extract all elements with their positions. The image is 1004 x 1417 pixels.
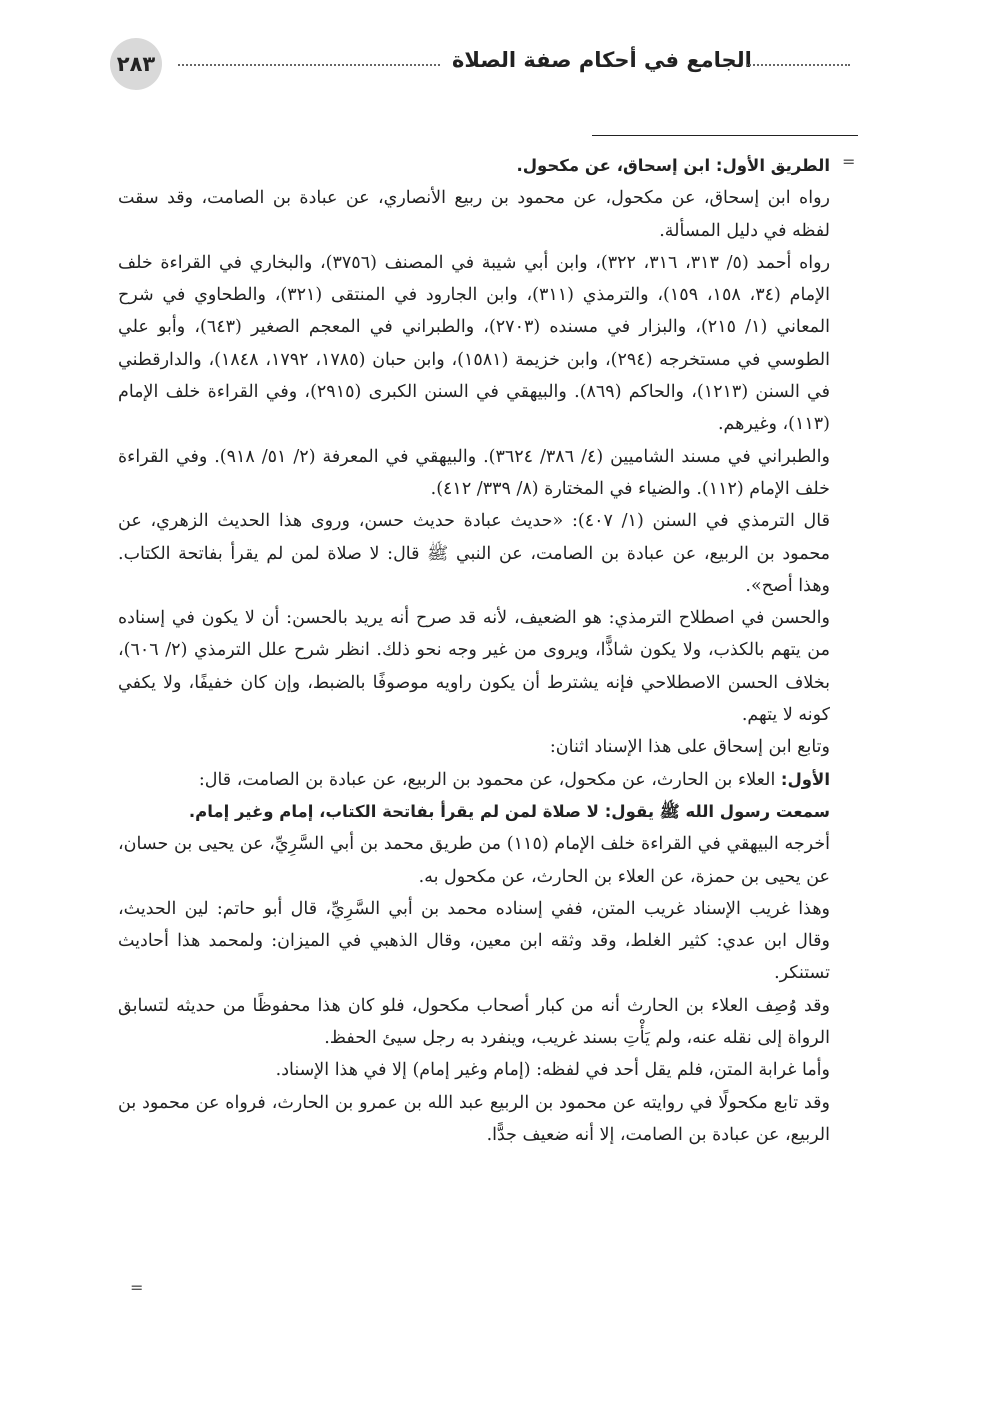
paragraph: والحسن في اصطلاح الترمذي: هو الضعيف، لأنه قد صرح أنه يريد بالحسن: أن لا يكون في إسناده من يتهم بالكذب، ولا يكون شاذًّا، ويروى من غير وجه نحو ذلك. انظر شرح علل الترمذي (٢/ ٦٠٦)، بخلاف الحسن الاصطلاحي فإنه يشترط أن يكون راويه موصوفًا بالضبط، وإن كان خفيفًا، ولا يكفي كونه لا يتهم. xyxy=(118,608,830,726)
page-number: ٢٨٣ xyxy=(116,52,156,76)
hadith-quote xyxy=(118,796,830,828)
page-number-badge xyxy=(110,38,162,90)
paragraph: وهذا غريب الإسناد غريب المتن، ففي إسناده محمد بن أبي السَّرِيِّ، قال أبو حاتم: لين الحديث، وقال ابن عدي: كثير الغلط، وقد وثقه ابن معين، وقال الذهبي في الميزان: ولمحمد هذا أحاديث تستنكر. xyxy=(118,898,830,984)
paragraph: أخرجه البيهقي في القراءة خلف الإمام (١١٥) من طريق محمد بن أبي السَّرِيِّ، عن يحيى بن حسان، عن يحيى بن حمزة، عن العلاء بن الحارث، عن مكحول به. xyxy=(118,834,830,887)
paragraph: وقد وُصِف العلاء بن الحارث أنه من كبار أصحاب مكحول، فلو كان هذا محفوظًا من حديثه لتسابق الرواة إلى نقله عنه، ولم يَأْتِ بسند غريب، وينفرد به رجل سيئ الحفظ. xyxy=(118,995,830,1049)
paragraph-first-chain xyxy=(118,764,830,796)
paragraph: والطبراني في مسند الشاميين (٤/ ٣٨٦/ ٣٦٢٤). والبيهقي في المعرفة (٢/ ٥١/ ٩١٨). وفي القراءة خلف الإمام (١١٢). والضياء في المختارة (٨/ ٣٣٩/ ٤١٢). xyxy=(118,446,830,499)
paragraph: وتابع ابن إسحاق على هذا الإسناد اثنان: xyxy=(549,737,830,758)
paragraph: قال الترمذي في السنن (١/ ٤٠٧): «حديث عبادة حديث حسن، وروى هذا الحديث الزهري، عن محمود بن الربيع، عن عبادة بن الصامت، عن النبي ﷺ قال: لا صلاة لمن لم يقرأ بفاتحة الكتاب. وهذا أصح». xyxy=(118,511,830,596)
section-heading: الطريق الأول: ابن إسحاق، عن مكحول. xyxy=(516,156,830,175)
paragraph: وقد تابع مكحولًا في روايته عن محمود بن الربيع عبد الله بن عمرو بن الحارث، فرواه عن محمود بن الربيع، عن عبادة بن الصامت، إلا أنه ضعيف جدًّا. xyxy=(118,1092,830,1145)
header-dotted-leader-left xyxy=(178,64,440,66)
footnote-body xyxy=(118,150,830,1151)
page-header xyxy=(100,38,860,98)
header-dotted-leader-right xyxy=(746,64,850,66)
paragraph: وأما غرابة المتن، فلم يقل أحد في لفظه: (إمام وغير إمام) إلا في هذا الإسناد. xyxy=(275,1060,830,1081)
paragraph: رواه ابن إسحاق، عن مكحول، عن محمود بن ربيع الأنصاري، عن عبادة بن الصامت، وقد سقت لفظه في دليل المسألة. xyxy=(118,188,830,241)
first-label: الأول: xyxy=(780,769,830,789)
continuation-marker-top: = xyxy=(842,152,856,171)
footnote-separator-rule xyxy=(592,135,858,136)
hadith-quote-text: سمعت رسول الله ﷺ يقول: لا صلاة لمن لم يقرأ بفاتحة الكتاب، إمام وغير إمام. xyxy=(188,801,830,821)
continuation-marker-bottom: = xyxy=(130,1278,144,1297)
paragraph: رواه أحمد (٥/ ٣١٣، ٣١٦، ٣٢٢)، وابن أبي شيبة في المصنف (٣٧٥٦)، والبخاري في القراءة خلف الإمام (٣٤، ١٥٨، ١٥٩)، والترمذي (٣١١)، وابن الجارود في المنتقى (٣٢١)، والطحاوي في شرح المعاني (١/ ٢١٥)، والبزار في مسنده (٢٧٠٣)، والطبراني في المعجم الصغير (٦٤٣)، وأبو علي الطوسي في مستخرجه (٢٩٤)، وابن خزيمة (١٥٨١)، وابن حبان (١٧٨٥، ١٧٩٢، ١٨٤٨)، والدارقطني في السنن (١٢١٣)، والحاكم (٨٦٩). والبيهقي في السنن الكبرى (٢٩١٥)، وفي القراءة خلف الإمام (١١٣)، وغيرهم. xyxy=(118,252,831,435)
first-chain-text: العلاء بن الحارث، عن مكحول، عن محمود بن الربيع، عن عبادة بن الصامت، قال: xyxy=(198,769,781,790)
book-title: الجامع في أحكام صفة الصلاة xyxy=(452,48,752,72)
